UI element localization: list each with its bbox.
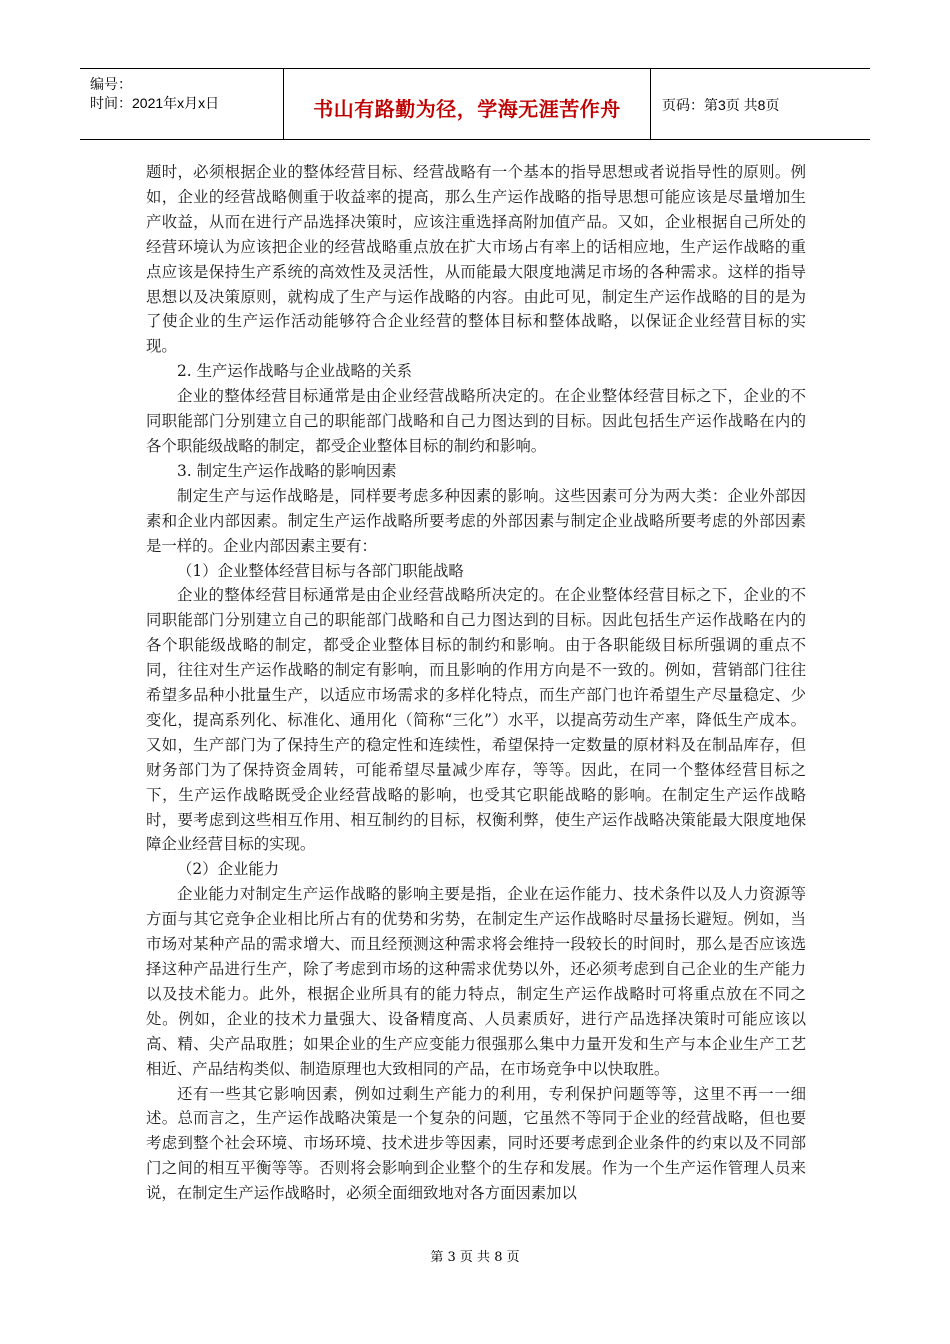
paragraph: 制定生产与运作战略是，同样要考虑多种因素的影响。这些因素可分为两大类：企业外部因素和企业内部因素。制定生产运作战略所要考虑的外部因素与制定企业战略所要考虑的外部因素是一样的。企业内部因素主要有： — [146, 486, 806, 555]
paragraph: 企业的整体经营目标通常是由企业经营战略所决定的。在企业整体经营目标之下，企业的不同职能部门分别建立自己的职能部门战略和自己力图达到的目标。因此包括生产运作战略在内的各个职能级战略的制定，都受企业整体目标的制约和影响。由于各职能级目标所强调的重点不同，往往对生产运作战略的制定有影响，而且影响的作用方向是不一致的。例如，营销部门往往希望多品种小批量生产，以适应市场需求的多样化特点，而生产部门也许希望生产尽量稳定、少变化，提高系列化、标准化、通用化（简称“三化”）水平，以提高劳动生产率，降低生产成本。又如，生产部门为了保持生产的稳定性和连续性，希望保持一定数量的原材料及在制品库存，但财务部门为了保持资金周转，可能希望尽量减少库存，等等。因此，在同一个整体经营目标之下，生产运作战略既受企业经营战略的影响，也受其它职能战略的影响。在制定生产运作战略时，要考虑到这些相互作用、相互制约的目标，权衡利弊，使生产运作战略决策能最大限度地保障企业经营目标的实现。 — [146, 586, 806, 854]
section-heading: 3. 制定生产运作战略的影响因素 — [177, 461, 397, 480]
header-motto-cell — [283, 69, 651, 139]
document-number: 编号： — [90, 76, 132, 92]
subsection-heading: （2）企业能力 — [177, 860, 280, 879]
header-page-cell — [650, 69, 870, 139]
section-heading: 2. 生产运作战略与企业战略的关系 — [177, 362, 413, 381]
paragraph: 还有一些其它影响因素，例如过剩生产能力的利用，专利保护问题等等，这里不再一一细述。总而言之，生产运作战略决策是一个复杂的问题，它虽然不等同于企业的经营战略，但也要考虑到整个社会环境、市场环境、技术进步等因素，同时还要考虑到企业条件的约束以及不同部门之间的相互平衡等等。否则将会影响到企业整个的生存和发展。作为一个生产运作管理人员来说，在制定生产运作战略时，必须全面细致地对各方面因素加以 — [146, 1084, 806, 1203]
paragraph-continuation: 题时，必须根据企业的整体经营目标、经营战略有一个基本的指导思想或者说指导性的原则。例如，企业的经营战略侧重于收益率的提高，那么生产运作战略的指导思想可能应该是尽量增加生产收益，从而在进行产品选择决策时，应该注重选择高附加值产品。又如，企业根据自己所处的经营环境认为应该把企业的经营战略重点放在扩大市场占有率上的话相应地，生产运作战略的重点应该是保持生产系统的高效性及灵活性，从而能最大限度地满足市场的各种需求。这样的指导思想以及决策原则，就构成了生产与运作战略的内容。由此可见，制定生产运作战略的目的是为了使企业的生产运作活动能够符合企业经营的整体目标和整体战略，以保证企业经营目标的实现。 — [146, 163, 806, 356]
header-info-cell — [80, 69, 283, 139]
subsection-heading: （1）企业整体经营目标与各部门职能战略 — [177, 561, 464, 580]
page-footer: 第 3 页 共 8 页 — [430, 1250, 520, 1265]
document-body — [146, 160, 806, 1206]
motto-text: 书山有路勤为径，学海无涯苦作舟 — [313, 97, 621, 121]
page-number-label: 页码：第3页 共8页 — [662, 97, 780, 113]
page-header — [80, 68, 870, 140]
paragraph: 企业能力对制定生产运作战略的影响主要是指，企业在运作能力、技术条件以及人力资源等方面与其它竞争企业相比所占有的优势和劣势，在制定生产运作战略时尽量扬长避短。例如，当市场对某种产品的需求增大、而且经预测这种需求将会维持一段较长的时间时，那么是否应该选择这种产品进行生产，除了考虑到市场的这种需求优势以外，还必须考虑到自己企业的生产能力以及技术能力。此外，根据企业所具有的能力特点，制定生产运作战略时可将重点放在不同之处。例如，企业的技术力量强大、设备精度高、人员素质好，进行产品选择决策时可能应该以高、精、尖产品取胜；如果企业的生产应变能力很强那么集中力量开发和生产与本企业生产工艺相近、产品结构类似、制造原理也大致相同的产品，在市场竞争中以快取胜。 — [146, 885, 806, 1078]
paragraph: 企业的整体经营目标通常是由企业经营战略所决定的。在企业整体经营目标之下，企业的不同职能部门分别建立自己的职能部门战略和自己力图达到的目标。因此包括生产运作战略在内的各个职能级战略的制定，都受企业整体目标的制约和影响。 — [146, 387, 806, 455]
document-date: 时间：2021年x月x日 — [90, 95, 220, 111]
